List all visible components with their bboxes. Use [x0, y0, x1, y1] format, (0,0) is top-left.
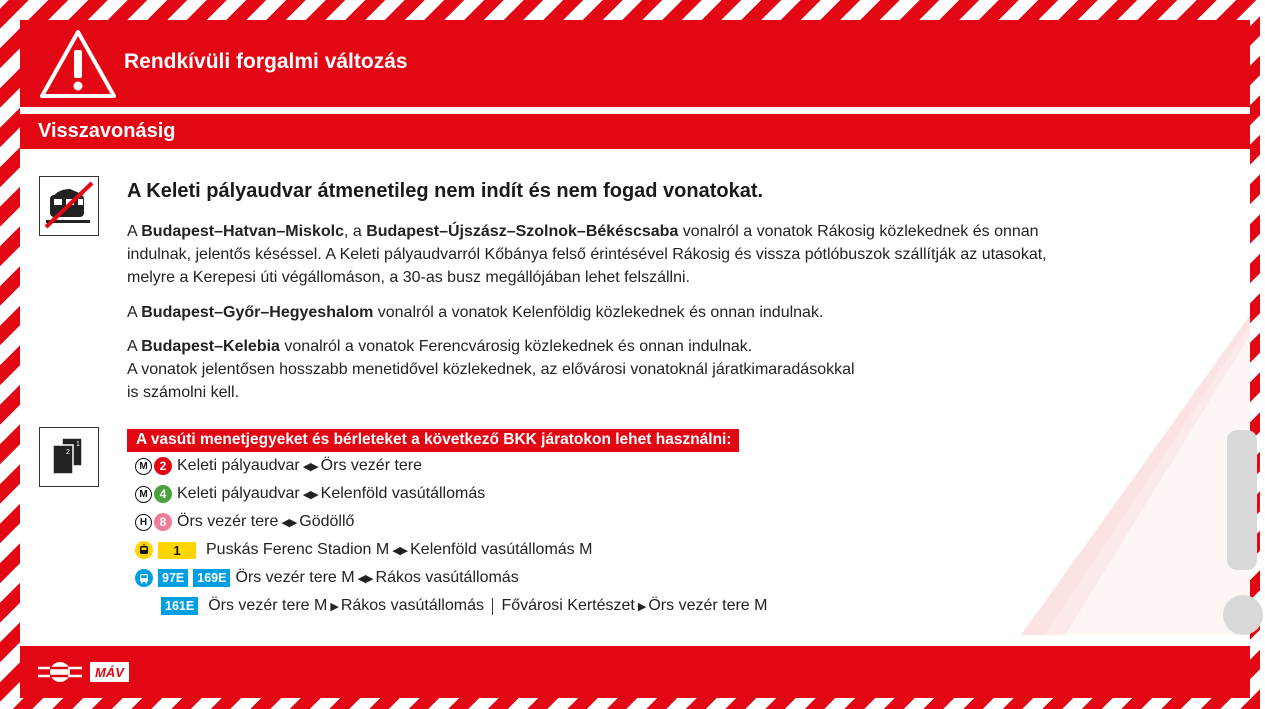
page-title: Rendkívüli forgalmi változás	[124, 50, 408, 73]
bkk-heading: A vasúti menetjegyeket és bérleteket a következő BKK járatokon lehet használni:	[127, 429, 739, 452]
no-train-icon	[39, 176, 99, 236]
svg-text:2: 2	[66, 449, 70, 456]
two-way-arrow-icon: ◀▶	[357, 572, 373, 585]
notice-paragraph-2: A Budapest–Győr–Hegyeshalom vonalról a vonatok Kelenföldig közlekednek és onnan indulnak.	[127, 304, 824, 321]
route-from: Örs vezér tere	[177, 513, 279, 530]
footer-bar	[20, 646, 1250, 698]
route-row-metro-2	[135, 455, 422, 477]
line-badge: 8	[154, 513, 172, 531]
metro-icon: M	[135, 458, 152, 475]
hev-icon: H	[135, 514, 152, 531]
line-badge: 1	[158, 542, 196, 559]
route-to: Kelenföld vasútállomás M	[410, 541, 593, 558]
route-from: Fővárosi Kertészet	[501, 597, 635, 614]
line-badge: 169E	[193, 569, 230, 587]
line-badge: 97E	[158, 569, 188, 587]
mav-wordmark: MÁV	[90, 662, 129, 682]
separator	[492, 598, 494, 615]
notice-headline: A Keleti pályaudvar átmenetileg nem indít és nem fogad vonatokat.	[127, 180, 764, 202]
route-row-bus-97e-169e	[135, 567, 519, 589]
bus-icon	[135, 569, 153, 587]
route-row-tram-1	[135, 539, 592, 561]
mav-logo-icon	[38, 659, 82, 685]
two-way-arrow-icon: ◀▶	[392, 544, 408, 557]
header-bar	[20, 20, 1250, 107]
route-to: Kelenföld vasútállomás	[320, 485, 486, 502]
route-row-bus-161e	[155, 595, 767, 617]
route-from: Puskás Ferenc Stadion M	[206, 541, 390, 558]
route-to: Rákos vasútállomás	[340, 597, 484, 614]
ticket-icon	[39, 427, 99, 487]
route-to: Gödöllő	[299, 513, 355, 530]
mav-brand	[38, 659, 129, 685]
line-badge: 2	[154, 457, 172, 475]
route-from: Keleti pályaudvar	[177, 485, 300, 502]
two-way-arrow-icon: ◀▶	[302, 488, 318, 501]
route-from: Örs vezér tere M	[208, 597, 328, 614]
line-badge: 4	[154, 485, 172, 503]
route-to: Örs vezér tere	[320, 457, 423, 474]
route-from: Örs vezér tere M	[235, 569, 355, 586]
tram-icon	[135, 541, 153, 559]
two-way-arrow-icon: ◀▶	[302, 460, 318, 473]
metro-icon: M	[135, 486, 152, 503]
warning-triangle-icon	[38, 28, 118, 100]
two-way-arrow-icon: ◀▶	[281, 516, 297, 529]
one-way-arrow-icon: ▶	[330, 600, 338, 613]
subheader-bar	[20, 114, 1250, 149]
notice-board	[20, 20, 1250, 680]
validity-label: Visszavonásig	[38, 120, 176, 142]
notice-paragraph-3: A Budapest–Kelebia vonalról a vonatok Ferencvárosig közlekednek és onnan indulnak. A vonatok jelentősen hosszabb menetidővel közlekednek, az elővárosi vonatoknál járatkimaradásokkal is számolni kell.	[127, 338, 855, 401]
route-to: Rákos vasútállomás	[375, 569, 519, 586]
route-to: Örs vezér tere M	[648, 597, 768, 614]
line-badge: 161E	[161, 597, 198, 615]
route-row-metro-4	[135, 483, 485, 505]
svg-text:1: 1	[76, 441, 80, 448]
route-from: Keleti pályaudvar	[177, 457, 300, 474]
route-row-hev-8	[135, 511, 354, 533]
notice-paragraph-1: A Budapest–Hatvan–Miskolc, a Budapest–Újszász–Szolnok–Békéscsaba vonalról a vonatok Rákosig közlekednek és onnan indulnak, jelentős késéssel. A Keleti pályaudvarról Kőbánya felső érintésével Rákosig és vissza pótlóbuszok szállítják az utasokat, melyre a Kerepesi úti végállomáson, a 30-as busz megállójában lehet felszállni.	[127, 223, 1047, 286]
one-way-arrow-icon: ▶	[637, 600, 646, 613]
